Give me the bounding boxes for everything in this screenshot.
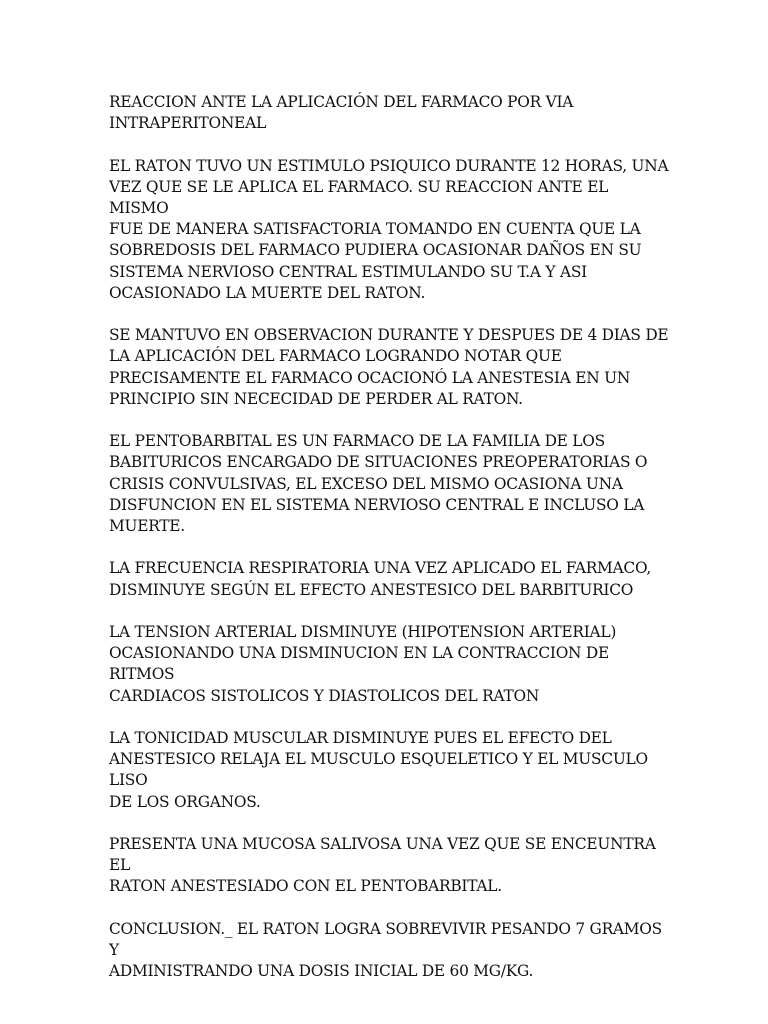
paragraph-respiratory-rate: LA FRECUENCIA RESPIRATORIA UNA VEZ APLICADO EL FARMACO, DISMINUYE SEGÚN EL EFECTO ANESTESICO DEL BARBITURICO bbox=[109, 559, 652, 599]
document-heading: REACCION ANTE LA APLICACIÓN DEL FARMACO POR VIA INTRAPERITONEAL bbox=[109, 93, 574, 133]
paragraph-stimulus: EL RATON TUVO UN ESTIMULO PSIQUICO DURANTE 12 HORAS, UNA VEZ QUE SE LE APLICA EL FARMACO. SU REACCION ANTE EL MISMO FUE DE MANERA SATISFACTORIA TOMANDO EN CUENTA QUE LA SOBREDOSIS DEL FARMACO PUDIERA OCASIONAR DAÑOS EN SU SISTEMA NERVIOSO CENTRAL ESTIMULANDO SU T.A Y ASI OCASIONADO LA MUERTE DEL RATON. bbox=[109, 156, 669, 302]
paragraph-mucosa: PRESENTA UNA MUCOSA SALIVOSA UNA VEZ QUE SE ENCEUNTRA EL RATON ANESTESIADO CON EL PENTOBARBITAL. bbox=[109, 835, 656, 896]
paragraph-muscle-tone: LA TONICIDAD MUSCULAR DISMINUYE PUES EL EFECTO DEL ANESTESICO RELAJA EL MUSCULO ESQUELETICO Y EL MUSCULO LISO DE LOS ORGANOS. bbox=[109, 729, 648, 811]
paragraph-blood-pressure: LA TENSION ARTERIAL DISMINUYE (HIPOTENSION ARTERIAL) OCASIONANDO UNA DISMINUCION EN LA CONTRACCION DE RITMOS CARDIACOS SISTOLICOS Y DIASTOLICOS DEL RATON bbox=[109, 623, 617, 705]
paragraph-pentobarbital: EL PENTOBARBITAL ES UN FARMACO DE LA FAMILIA DE LOS BABITURICOS ENCARGADO DE SITUACIONES PREOPERATORIAS O CRISIS CONVULSIVAS, EL EXCESO DEL MISMO OCASIONA UNA DISFUNCION EN EL SISTEMA NERVIOSO CENTRAL E INCLUSO LA MUERTE. bbox=[109, 432, 648, 536]
paragraph-observation: SE MANTUVO EN OBSERVACION DURANTE Y DESPUES DE 4 DIAS DE LA APLICACIÓN DEL FARMACO LOGRANDO NOTAR QUE PRECISAMENTE EL FARMACO OCACIONÓ LA ANESTESIA EN UN PRINCIPIO SIN NECECIDAD DE PERDER AL RATON. bbox=[109, 326, 669, 408]
paragraph-conclusion: CONCLUSION._ EL RATON LOGRA SOBREVIVIR PESANDO 7 GRAMOS Y ADMINISTRANDO UNA DOSIS INICIAL DE 60 MG/KG. bbox=[109, 919, 662, 981]
document-body bbox=[109, 92, 669, 1004]
